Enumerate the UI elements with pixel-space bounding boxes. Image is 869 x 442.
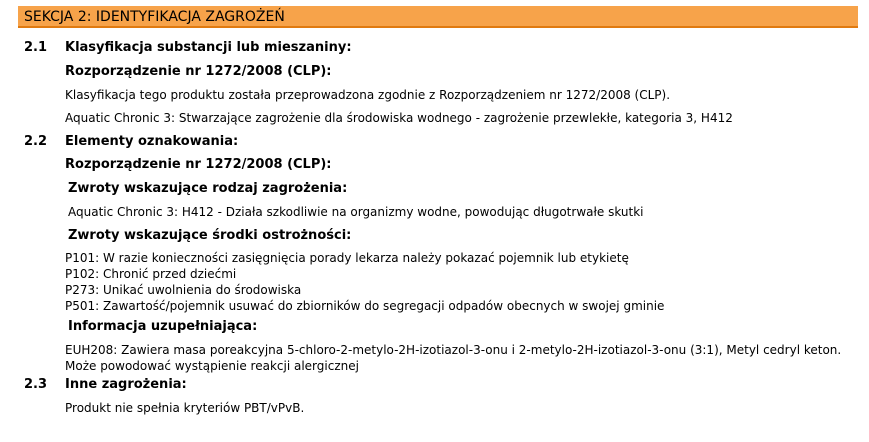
info-line: EUH208: Zawiera masa poreakcyjna 5-chloro-2-metylo-2H-izotiazol-3-onu i 2-metylo-2H-izotiazol-3-onu (3:1), Metyl cedryl keton. [65, 343, 842, 357]
section-title: SEKCJA 2: IDENTYFIKACJA ZAGROŻEŃ [24, 9, 285, 25]
regulation-heading-2-2: Rozporządzenie nr 1272/2008 (CLP): [65, 157, 332, 172]
other-hazards-text: Produkt nie spełnia kryteriów PBT/vPvB. [65, 401, 305, 415]
precaution-item: P501: Zawartość/pojemnik usuwać do zbiorników do segregacji odpadów obecnych w swojej gminie [65, 299, 665, 313]
section-number-2-2: 2.2 [24, 134, 48, 149]
regulation-heading-2-1: Rozporządzenie nr 1272/2008 (CLP): [65, 64, 332, 79]
section-number-2-1: 2.1 [24, 40, 48, 55]
precaution-item: P273: Unikać uwolnienia do środowiska [65, 283, 302, 297]
supplementary-info-text [65, 342, 841, 374]
precaution-item: P102: Chronić przed dziećmi [65, 267, 237, 281]
precautionary-statements-list [65, 250, 664, 314]
hazard-statements-heading: Zwroty wskazujące rodzaj zagrożenia: [68, 181, 348, 196]
precaution-item: P101: W razie konieczności zasięgnięcia porady lekarza należy pokazać pojemnik lub etykietę [65, 251, 629, 265]
section-number-2-3: 2.3 [24, 377, 48, 392]
section-header [18, 6, 858, 28]
subsection-title-2-3: Inne zagrożenia: [65, 377, 187, 392]
precautionary-statements-heading: Zwroty wskazujące środki ostrożności: [68, 228, 352, 243]
subsection-title-2-1: Klasyfikacja substancji lub mieszaniny: [65, 40, 352, 55]
hazard-statement: Aquatic Chronic 3: H412 - Działa szkodliwie na organizmy wodne, powodując długotrwałe skutki [68, 205, 644, 219]
subsection-title-2-2: Elementy oznakowania: [65, 134, 239, 149]
info-line: Może powodować wystąpienie reakcji alergicznej [65, 359, 359, 373]
supplementary-info-heading: Informacja uzupełniająca: [68, 319, 258, 334]
classification-category: Aquatic Chronic 3: Stwarzające zagrożenie dla środowiska wodnego - zagrożenie przewlekłe, kategoria 3, H412 [65, 111, 733, 125]
classification-text: Klasyfikacja tego produktu została przeprowadzona zgodnie z Rozporządzeniem nr 1272/2008 (CLP). [65, 88, 671, 102]
